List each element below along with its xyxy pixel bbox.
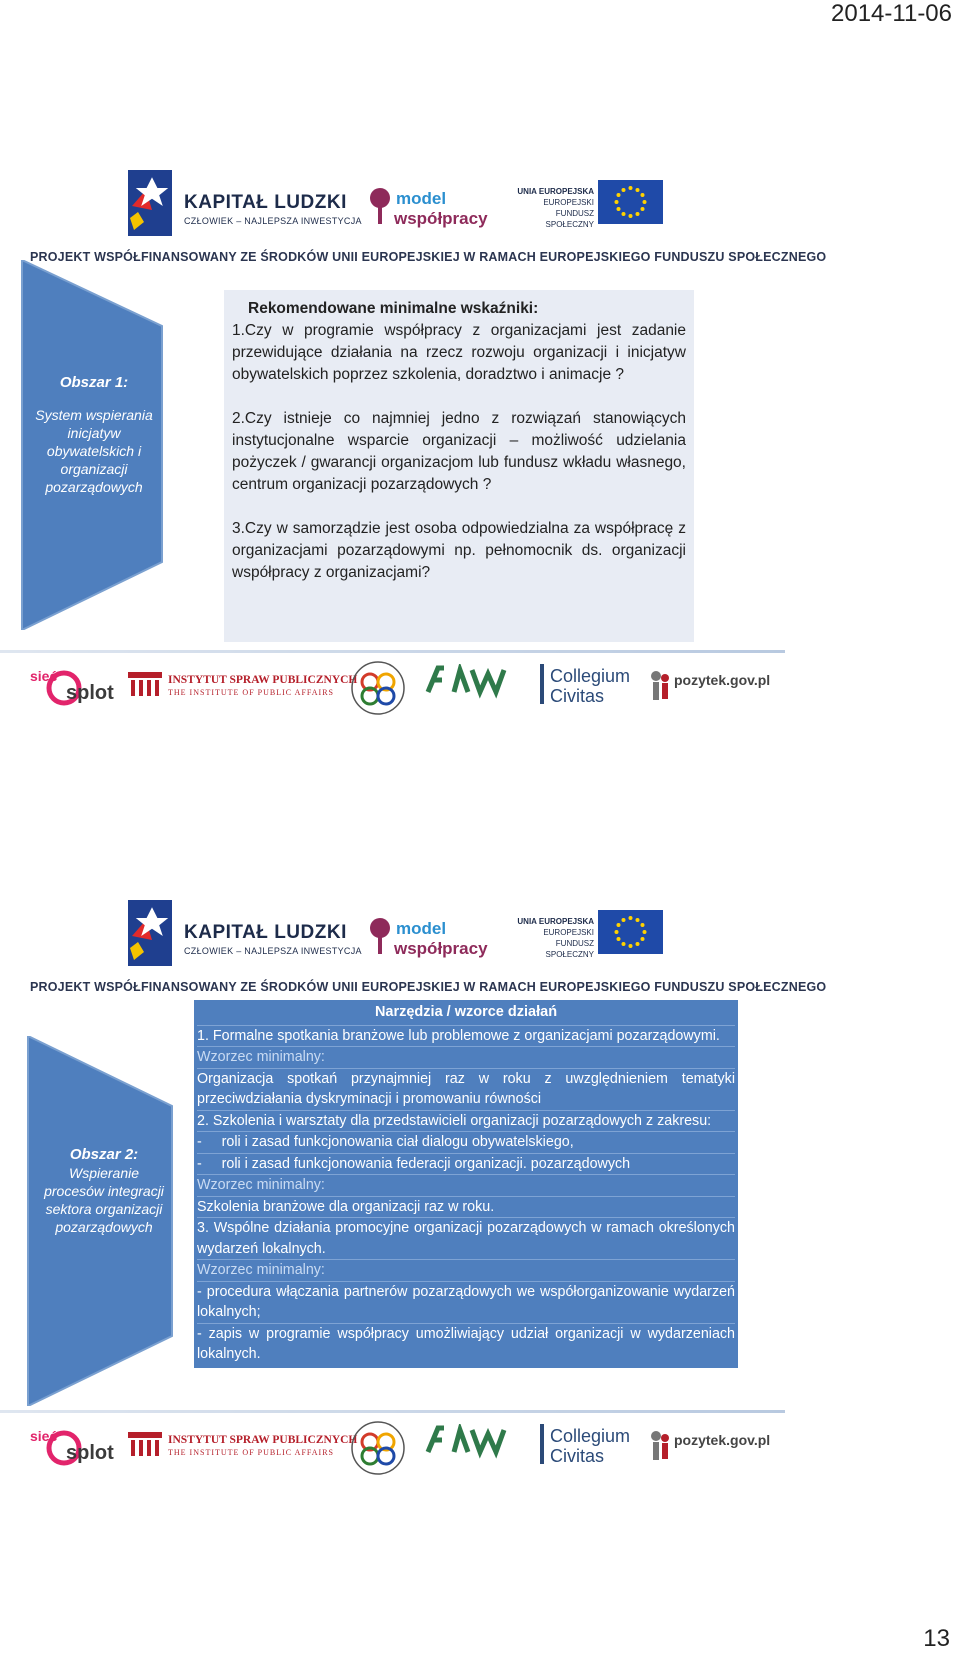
footer-divider bbox=[0, 1410, 785, 1413]
model-wspolpracy-logo-icon bbox=[364, 180, 489, 230]
svg-text:model: model bbox=[396, 919, 447, 938]
isp-logo-icon bbox=[128, 672, 162, 698]
isp-subtitle: THE INSTITUTE OF PUBLIC AFFAIRS bbox=[168, 688, 334, 697]
pozytek-label: pozytek.gov.pl bbox=[674, 672, 771, 688]
pozytek-logo-icon bbox=[648, 668, 672, 702]
area-name: System wspierania inicjatyw obywatelskich i organizacji pozarządowych bbox=[35, 407, 153, 495]
civitas-label: Civitas bbox=[550, 686, 605, 706]
eu-line-3: FUNDUSZ SPOŁECZNY bbox=[545, 939, 594, 959]
area-title: Obszar 2: bbox=[69, 1146, 139, 1163]
slide-header bbox=[0, 160, 827, 270]
isp-title: INSTYTUT SPRAW PUBLICZNYCH bbox=[168, 1434, 358, 1446]
collegium-label: Collegium bbox=[550, 1426, 631, 1446]
pattern-label: Wzorzec minimalny: bbox=[197, 1046, 735, 1068]
slide-2 bbox=[0, 890, 827, 1466]
area-title: Obszar 1: bbox=[59, 374, 129, 391]
eu-line-1: UNIA EUROPEJSKA bbox=[517, 187, 594, 196]
tool-row: - procedura włączania partnerów pozarządowych we współorganizowanie wydarzeń lokalnych; bbox=[197, 1281, 735, 1323]
collegium-label: Collegium bbox=[550, 666, 631, 686]
svg-text:współpracy: współpracy bbox=[394, 939, 488, 958]
eu-label bbox=[510, 916, 594, 960]
collegium-civitas-logo bbox=[550, 1426, 630, 1466]
eu-line-2: EUROPEJSKI bbox=[543, 928, 594, 937]
fazw-logo-icon bbox=[424, 1424, 516, 1462]
indicators-heading: Rekomendowane minimalne wskaźniki: bbox=[248, 300, 539, 317]
pattern-label: Wzorzec minimalny: bbox=[197, 1259, 735, 1281]
tool-row: - roli i zasad funkcjonowania federacji organizacji. pozarządowych bbox=[197, 1153, 735, 1175]
page-date: 2014-11-06 bbox=[831, 0, 952, 27]
pozytek-logo-icon bbox=[648, 1428, 672, 1462]
eu-flag-icon bbox=[598, 180, 663, 224]
pozytek-label: pozytek.gov.pl bbox=[674, 1432, 771, 1448]
tools-heading: Narzędzia / wzorce działań bbox=[374, 1004, 558, 1020]
eu-label bbox=[510, 186, 594, 230]
page-number: 13 bbox=[923, 1625, 950, 1652]
collegium-bar-icon bbox=[540, 1424, 546, 1464]
tool-row: Organizacja spotkań przynajmniej raz w roku z uwzględnieniem tematyki przeciwdziałania dyskryminacji i promowaniu równości bbox=[197, 1068, 735, 1110]
eu-line-3: FUNDUSZ SPOŁECZNY bbox=[545, 209, 594, 229]
svg-text:model: model bbox=[396, 189, 447, 208]
tool-row: - zapis w programie współpracy umożliwiający udział organizacji w wydarzeniach lokalnych. bbox=[197, 1323, 735, 1365]
tool-row: Szkolenia branżowe dla organizacji raz w roku. bbox=[197, 1196, 735, 1218]
collegium-bar-icon bbox=[540, 664, 546, 704]
siec-label: sieć bbox=[30, 1428, 58, 1444]
footer-divider bbox=[0, 650, 785, 653]
area-label bbox=[34, 374, 154, 496]
slide-1 bbox=[0, 160, 827, 740]
kapital-ludzki-logo-icon bbox=[128, 170, 172, 236]
kapital-ludzki-logo-icon bbox=[128, 900, 172, 966]
isp-logo-icon bbox=[128, 1432, 162, 1458]
indicator-item: 3.Czy w samorządzie jest osoba odpowiedzialna za współpracę z organizacjami pozarządowymi np. pełnomocnik ds. organizacji współpracy z organizacjami? bbox=[232, 520, 686, 581]
civitas-label: Civitas bbox=[550, 1446, 605, 1466]
splot-label: splot bbox=[66, 682, 114, 704]
tools-box bbox=[194, 1000, 738, 1368]
tool-row: 1. Formalne spotkania branżowe lub problemowe z organizacjami pozarządowymi. bbox=[197, 1025, 735, 1047]
slide-footer bbox=[0, 1410, 800, 1490]
tool-row: 2. Szkolenia i warsztaty dla przedstawicieli organizacji pozarządowych z zakresu: bbox=[197, 1110, 735, 1132]
indicator-item: 2.Czy istnieje co najmniej jedno z rozwiązań stanowiących instytucjonalne wsparcie organizacji – możliwość udzielania pożyczek / gwarancji organizacjom lub fundusz wkładu własnego, centrum organizacji pozarządowych ? bbox=[232, 410, 686, 493]
model-wspolpracy-logo-icon bbox=[364, 910, 489, 960]
svg-text:współpracy: współpracy bbox=[394, 209, 488, 228]
siec-label: sieć bbox=[30, 668, 58, 684]
kapital-ludzki-title: KAPITAŁ LUDZKI bbox=[184, 922, 347, 943]
slide-header bbox=[0, 890, 827, 1000]
eu-line-2: EUROPEJSKI bbox=[543, 198, 594, 207]
eu-flag-icon bbox=[598, 910, 663, 954]
isp-title: INSTYTUT SPRAW PUBLICZNYCH bbox=[168, 674, 358, 686]
kapital-ludzki-subtitle: CZŁOWIEK – NAJLEPSZA INWESTYCJA bbox=[184, 946, 362, 956]
eu-line-1: UNIA EUROPEJSKA bbox=[517, 917, 594, 926]
zwiazek-miast-logo-icon bbox=[348, 658, 408, 718]
project-cofinancing-line: PROJEKT WSPÓŁFINANSOWANY ZE ŚRODKÓW UNII EUROPEJSKIEJ W RAMACH EUROPEJSKIEGO FUNDUSZU SPOŁECZNEGO bbox=[30, 250, 827, 264]
collegium-civitas-logo bbox=[550, 666, 630, 706]
area-label bbox=[42, 1146, 166, 1236]
pattern-label: Wzorzec minimalny: bbox=[197, 1174, 735, 1196]
kapital-ludzki-title: KAPITAŁ LUDZKI bbox=[184, 192, 347, 213]
isp-subtitle: THE INSTITUTE OF PUBLIC AFFAIRS bbox=[168, 1448, 334, 1457]
indicators-box bbox=[224, 290, 694, 642]
indicator-item: 1.Czy w programie współpracy z organizacjami jest zadanie przewidujące działania na rzecz rozwoju organizacji i inicjatyw obywatelskich poprzez szkolenia, doradztwo i animacje ? bbox=[232, 322, 686, 383]
zwiazek-miast-logo-icon bbox=[348, 1418, 408, 1478]
splot-label: splot bbox=[66, 1442, 114, 1464]
fazw-logo-icon bbox=[424, 664, 516, 702]
project-cofinancing-line: PROJEKT WSPÓŁFINANSOWANY ZE ŚRODKÓW UNII EUROPEJSKIEJ W RAMACH EUROPEJSKIEGO FUNDUSZU SPOŁECZNEGO bbox=[30, 980, 827, 994]
kapital-ludzki-subtitle: CZŁOWIEK – NAJLEPSZA INWESTYCJA bbox=[184, 216, 362, 226]
tool-row: - roli i zasad funkcjonowania ciał dialogu obywatelskiego, bbox=[197, 1131, 735, 1153]
area-name: Wspieranie procesów integracji sektora organizacji pozarządowych bbox=[44, 1165, 164, 1235]
tool-row: 3. Wspólne działania promocyjne organizacji pozarządowych w ramach określonych wydarzeń lokalnych. bbox=[197, 1217, 735, 1259]
slide-footer bbox=[0, 650, 800, 730]
